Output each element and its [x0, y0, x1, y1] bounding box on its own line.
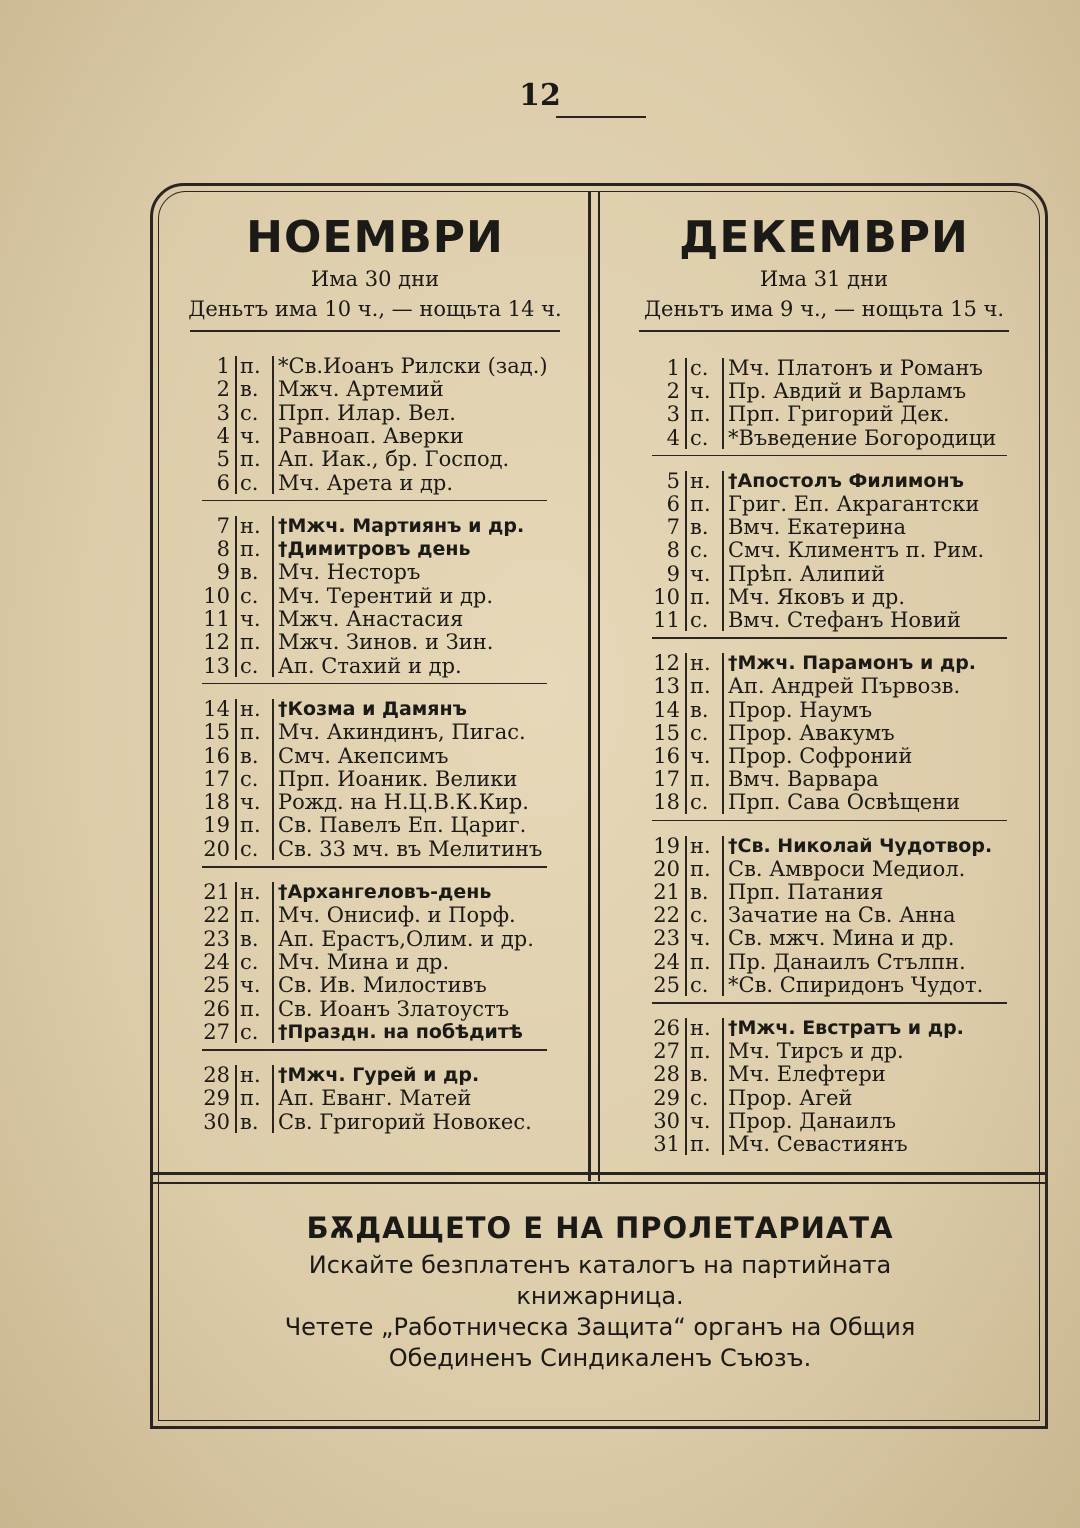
weekday-abbr: п.: [690, 1039, 711, 1064]
page-number: 12: [519, 78, 561, 113]
column-rule: [685, 471, 687, 631]
saint-name: Св. 33 мч. въ Мелитинъ: [278, 836, 543, 861]
day-number: 29: [653, 1085, 680, 1110]
day-row: [202, 607, 547, 631]
day-number: 16: [653, 744, 680, 768]
saint-name: Ап. Ерастъ,Олим. и др.: [278, 926, 534, 951]
day-number: 4: [216, 423, 230, 448]
day-number: 8: [216, 537, 230, 562]
weekday-abbr: с.: [690, 1085, 709, 1110]
day-number: 28: [653, 1062, 680, 1087]
day-row: [202, 950, 547, 974]
day-row: [202, 401, 547, 425]
day-row: [652, 973, 1007, 997]
saint-name: †Праздн. на побѣдитѣ: [278, 1020, 523, 1043]
day-number: 5: [666, 468, 680, 493]
day-number: 20: [203, 836, 230, 861]
saint-name: Прор. Агей: [728, 1085, 853, 1110]
saint-name: Мч. Яковъ и др.: [728, 584, 906, 609]
saint-name: †Св. Николай Чудотвор.: [728, 834, 993, 857]
saint-name: Мжч. Зинов. и Зин.: [278, 630, 494, 655]
saint-name: *Св.Иоанъ Рилски (зад.): [278, 354, 548, 378]
day-number: 11: [653, 608, 680, 632]
day-row: [652, 608, 1007, 632]
weekday-abbr: с.: [240, 1019, 259, 1044]
day-row: [652, 402, 1007, 426]
saint-name: Ап. Иак., бр. Господ.: [278, 447, 510, 472]
column-rule: [235, 882, 237, 1043]
day-number: 31: [653, 1132, 680, 1156]
day-number: 10: [653, 584, 680, 609]
weekday-abbr: в.: [690, 880, 709, 904]
day-number: 10: [203, 583, 230, 608]
day-row: [652, 562, 1007, 586]
day-number: 19: [203, 813, 230, 838]
saint-name: Прор. Авакумъ: [728, 720, 895, 745]
weekday-abbr: с.: [690, 720, 709, 745]
day-row: [202, 720, 547, 744]
weekday-abbr: п.: [240, 537, 261, 562]
weekday-abbr: п.: [690, 949, 711, 974]
day-number: 1: [666, 356, 680, 380]
week-separator: [652, 820, 1007, 822]
saint-name: Св. Иоанъ Златоустъ: [278, 996, 510, 1021]
month-title: НОЕМВРИ: [246, 212, 504, 263]
day-row: [652, 721, 1007, 745]
day-number: 28: [203, 1063, 230, 1088]
day-row: [202, 1063, 547, 1087]
saint-name: Прор. Данаилъ: [728, 1108, 896, 1133]
footer-line: книжарница.: [516, 1282, 684, 1310]
saint-name: Смч. Климентъ п. Рим.: [728, 538, 985, 563]
weekday-abbr: п.: [690, 402, 711, 427]
weekday-abbr: в.: [240, 1109, 259, 1134]
weekday-abbr: в.: [690, 1062, 709, 1087]
column-rule: [722, 653, 724, 813]
weekday-abbr: с.: [240, 836, 259, 861]
column-rule: [272, 699, 274, 860]
day-row: [202, 1020, 547, 1044]
saint-name: *Св. Спиридонъ Чудот.: [728, 972, 984, 997]
weekday-abbr: п.: [690, 584, 711, 609]
week-separator: [652, 1002, 1007, 1004]
day-row: [202, 744, 547, 768]
saint-name: Григ. Еп. Акрагантски: [728, 492, 980, 516]
saint-name: †Мжч. Мартиянъ и др.: [278, 514, 525, 537]
day-row: [652, 585, 1007, 609]
saint-name: Мч. Арета и др.: [278, 470, 454, 495]
saint-name: †Архангеловъ-день: [278, 881, 492, 903]
column-divider: [588, 191, 591, 1181]
day-number: 30: [203, 1109, 230, 1134]
saint-name: Мжч. Артемий: [278, 377, 444, 402]
column-rule: [235, 699, 237, 860]
footer-headline: БѪДАЩЕТО Е НА ПРОЛЕТАРИАТА: [306, 1211, 894, 1245]
day-row: [652, 926, 1007, 950]
day-number: 17: [203, 766, 230, 791]
day-number: 25: [653, 972, 680, 997]
saint-name: Мч. Севастиянъ: [728, 1132, 908, 1156]
month-day-count: Има 30 дни: [310, 267, 440, 291]
column-rule: [722, 836, 724, 996]
weekday-abbr: н.: [690, 1016, 711, 1040]
day-number: 17: [653, 767, 680, 792]
column-rule: [235, 356, 237, 494]
day-number: 24: [653, 949, 680, 974]
day-row: [652, 698, 1007, 722]
day-number: 21: [203, 880, 230, 904]
month-daylight: Деньтъ има 10 ч., — нощьта 14 ч.: [188, 297, 562, 321]
day-number: 14: [203, 696, 230, 721]
day-number: 15: [203, 720, 230, 745]
day-row: [202, 767, 547, 791]
day-number: 25: [203, 973, 230, 998]
day-row: [202, 354, 547, 378]
weekday-abbr: в.: [240, 377, 259, 402]
saint-name: †Мжч. Евстратъ и др.: [728, 1017, 964, 1039]
weekday-abbr: п.: [240, 354, 261, 378]
weekday-abbr: ч.: [690, 379, 711, 404]
weekday-abbr: н.: [240, 513, 261, 538]
saint-name: Пр. Авдий и Варламъ: [728, 379, 967, 404]
week-separator: [202, 1049, 547, 1051]
saint-name: *Въведение Богородици: [728, 425, 997, 450]
weekday-abbr: с.: [690, 356, 709, 380]
saint-name: Прѣп. Алипий: [728, 561, 885, 586]
day-number: 18: [203, 790, 230, 815]
saint-name: †Апостолъ Филимонъ: [728, 469, 964, 492]
weekday-abbr: ч.: [240, 790, 261, 815]
day-row: [202, 537, 547, 561]
weekday-abbr: п.: [240, 813, 261, 838]
day-number: 27: [653, 1039, 680, 1064]
day-number: 6: [666, 492, 680, 516]
weekday-abbr: н.: [240, 1063, 261, 1088]
weekday-abbr: с.: [240, 949, 259, 974]
day-number: 23: [203, 926, 230, 951]
day-number: 7: [666, 515, 680, 540]
saint-name: Св. Ив. Милостивъ: [278, 973, 487, 998]
saint-name: Ап. Еванг. Матей: [278, 1086, 472, 1111]
column-rule: [272, 1065, 274, 1133]
day-row: [202, 880, 547, 904]
day-row: [652, 880, 1007, 904]
column-rule: [685, 1018, 687, 1155]
weekday-abbr: п.: [240, 630, 261, 655]
column-rule: [272, 882, 274, 1043]
weekday-abbr: п.: [690, 767, 711, 792]
saint-name: †Козма и Дамянъ: [278, 697, 467, 720]
weekday-abbr: п.: [240, 447, 261, 472]
day-row: [202, 837, 547, 861]
weekday-abbr: с.: [690, 972, 709, 997]
weekday-abbr: с.: [240, 766, 259, 791]
weekday-abbr: ч.: [240, 423, 261, 448]
weekday-abbr: п.: [240, 720, 261, 745]
footer-line: Искайте безплатенъ каталогъ на партийната: [308, 1251, 892, 1279]
weekday-abbr: п.: [240, 1086, 261, 1111]
day-row: [202, 1110, 547, 1134]
saint-name: Св. Павелъ Еп. Цариг.: [278, 813, 527, 838]
saint-name: †Мжч. Гурей и др.: [278, 1064, 480, 1087]
weekday-abbr: с.: [690, 538, 709, 563]
weekday-abbr: п.: [690, 856, 711, 881]
day-number: 14: [653, 697, 680, 722]
day-row: [202, 560, 547, 584]
weekday-abbr: н.: [240, 880, 261, 904]
day-row: [202, 584, 547, 608]
footer-advert: [160, 1206, 1040, 1374]
day-row: [652, 469, 1007, 493]
saint-name: Пр. Данаилъ Стълпн.: [728, 949, 966, 974]
column-rule: [685, 836, 687, 996]
weekday-abbr: ч.: [690, 744, 711, 768]
day-row: [652, 903, 1007, 927]
week-separator: [202, 500, 547, 502]
saint-name: Вмч. Варвара: [728, 767, 879, 792]
day-row: [202, 377, 547, 401]
weekday-abbr: ч.: [690, 926, 711, 951]
day-number: 22: [653, 903, 680, 928]
day-number: 1: [216, 354, 230, 378]
day-number: 11: [203, 607, 230, 631]
day-row: [202, 927, 547, 951]
day-row: [202, 903, 547, 927]
saint-name: Св. Григорий Новокес.: [278, 1109, 532, 1134]
weekday-abbr: н.: [690, 833, 711, 858]
column-rule: [722, 358, 724, 449]
saint-name: Мч. Елефтери: [728, 1062, 886, 1087]
footer-line: Обединенъ Синдикаленъ Съюзъ.: [388, 1344, 812, 1372]
page-number-underline: [556, 116, 646, 118]
week-separator: [652, 455, 1007, 457]
saint-name: Св. Амвроси Медиол.: [728, 856, 966, 881]
week-separator: [652, 637, 1007, 639]
saint-name: Прор. Наумъ: [728, 697, 873, 722]
day-row: [652, 1086, 1007, 1110]
day-row: [652, 1109, 1007, 1133]
day-number: 30: [653, 1108, 680, 1133]
day-number: 27: [203, 1019, 230, 1044]
day-row: [202, 813, 547, 837]
saint-name: Прп. Григорий Дек.: [728, 402, 950, 427]
column-rule: [722, 471, 724, 631]
day-row: [652, 515, 1007, 539]
column-rule: [235, 516, 237, 677]
day-number: 13: [203, 653, 230, 678]
day-number: 9: [216, 560, 230, 585]
day-row: [652, 674, 1007, 698]
weekday-abbr: в.: [690, 697, 709, 722]
day-number: 3: [216, 400, 230, 425]
day-row: [202, 447, 547, 471]
day-row: [652, 1062, 1007, 1086]
day-number: 21: [653, 880, 680, 904]
day-row: [652, 356, 1007, 380]
day-row: [652, 1039, 1007, 1063]
day-number: 24: [203, 949, 230, 974]
weekday-abbr: с.: [240, 470, 259, 495]
column-rule: [272, 516, 274, 677]
day-number: 8: [666, 538, 680, 563]
saint-name: Мч. Терентий и др.: [278, 583, 494, 608]
day-number: 26: [653, 1016, 680, 1040]
saint-name: Вмч. Екатерина: [728, 515, 906, 540]
day-number: 7: [216, 513, 230, 538]
weekday-abbr: в.: [240, 743, 259, 768]
day-row: [652, 857, 1007, 881]
day-row: [202, 630, 547, 654]
column-divider-inner: [598, 191, 600, 1181]
saint-name: Мч. Тирсъ и др.: [728, 1039, 904, 1064]
day-number: 29: [203, 1086, 230, 1111]
weekday-abbr: п.: [240, 903, 261, 928]
day-number: 6: [216, 470, 230, 495]
day-number: 12: [203, 630, 230, 655]
weekday-abbr: с.: [690, 903, 709, 928]
day-row: [202, 424, 547, 448]
day-number: 18: [653, 790, 680, 815]
day-row: [652, 767, 1007, 791]
column-rule: [685, 653, 687, 813]
week-separator: [202, 683, 547, 685]
weekday-abbr: ч.: [690, 561, 711, 586]
day-number: 9: [666, 561, 680, 586]
month-day-count: Има 31 дни: [759, 267, 889, 291]
day-row: [652, 426, 1007, 450]
weekday-abbr: в.: [240, 560, 259, 585]
saint-name: Прп. Илар. Вел.: [278, 400, 456, 425]
day-number: 2: [666, 379, 680, 404]
day-row: [652, 950, 1007, 974]
day-row: [202, 697, 547, 721]
day-row: [652, 492, 1007, 516]
day-row: [202, 1086, 547, 1110]
month-title: ДЕКЕМВРИ: [679, 212, 969, 263]
weekday-abbr: с.: [240, 653, 259, 678]
day-row: [202, 973, 547, 997]
saint-name: Зачатие на Св. Анна: [728, 903, 956, 928]
saint-name: Ап. Стахий и др.: [278, 653, 462, 678]
saint-name: †Димитровъ день: [278, 538, 471, 561]
saint-name: Прп. Иоаник. Велики: [278, 766, 518, 791]
weekday-abbr: п.: [240, 996, 261, 1021]
weekday-abbr: с.: [240, 583, 259, 608]
column-rule: [685, 358, 687, 449]
day-row: [202, 654, 547, 678]
weekday-abbr: ч.: [690, 1108, 711, 1133]
saint-name: Св. мжч. Мина и др.: [728, 926, 955, 951]
weekday-abbr: ч.: [240, 607, 261, 631]
weekday-abbr: с.: [240, 400, 259, 425]
day-row: [652, 379, 1007, 403]
day-row: [652, 1132, 1007, 1156]
column-rule: [235, 1065, 237, 1133]
weekday-abbr: с.: [690, 425, 709, 450]
day-number: 26: [203, 996, 230, 1021]
weekday-abbr: н.: [690, 651, 711, 676]
day-number: 5: [216, 447, 230, 472]
saint-name: Мч. Мина и др.: [278, 949, 450, 974]
weekday-abbr: п.: [690, 1132, 711, 1156]
day-row: [202, 997, 547, 1021]
day-row: [202, 471, 547, 495]
day-number: 23: [653, 926, 680, 951]
day-row: [652, 538, 1007, 562]
footer-line: Четете „Работническа Защита“ органъ на Общия: [284, 1313, 916, 1341]
day-row: [202, 514, 547, 538]
weekday-abbr: п.: [690, 674, 711, 699]
saint-name: †Мжч. Парамонъ и др.: [728, 652, 977, 675]
day-row: [652, 1016, 1007, 1040]
saint-name: Мч. Несторъ: [278, 560, 421, 585]
day-row: [652, 651, 1007, 675]
day-number: 15: [653, 720, 680, 745]
weekday-abbr: н.: [240, 696, 261, 721]
saint-name: Рожд. на Н.Ц.В.К.Кир.: [278, 790, 529, 815]
weekday-abbr: в.: [240, 926, 259, 951]
month-daylight: Деньтъ има 9 ч., — нощьта 15 ч.: [643, 297, 1005, 321]
weekday-abbr: ч.: [240, 973, 261, 998]
day-number: 22: [203, 903, 230, 928]
day-number: 20: [653, 856, 680, 881]
saint-name: Вмч. Стефанъ Новий: [728, 608, 961, 632]
day-row: [202, 790, 547, 814]
saint-name: Мжч. Анастасия: [278, 607, 464, 631]
saint-name: Мч. Платонъ и Романъ: [728, 356, 983, 380]
day-number: 16: [203, 743, 230, 768]
day-row: [652, 834, 1007, 858]
saint-name: Прп. Сава Освѣщени: [728, 790, 961, 815]
day-number: 19: [653, 833, 680, 858]
saint-name: Мч. Акиндинъ, Пигас.: [278, 720, 526, 745]
saint-name: Прор. Софроний: [728, 744, 913, 768]
day-row: [652, 744, 1007, 768]
column-rule: [722, 1018, 724, 1155]
day-number: 2: [216, 377, 230, 402]
day-row: [652, 790, 1007, 814]
day-number: 3: [666, 402, 680, 427]
weekday-abbr: с.: [690, 790, 709, 815]
weekday-abbr: н.: [690, 468, 711, 493]
saint-name: Ап. Андрей Първозв.: [728, 674, 961, 699]
saint-name: Смч. Акепсимъ: [278, 743, 449, 768]
column-rule: [272, 356, 274, 494]
weekday-abbr: с.: [690, 608, 709, 632]
day-number: 12: [653, 651, 680, 676]
saint-name: Мч. Онисиф. и Порф.: [278, 903, 516, 928]
weekday-abbr: в.: [690, 515, 709, 540]
weekday-abbr: п.: [690, 492, 711, 516]
saint-name: Равноап. Аверки: [278, 423, 464, 448]
day-number: 13: [653, 674, 680, 699]
week-separator: [202, 866, 547, 868]
saint-name: Прп. Патания: [728, 880, 884, 904]
day-number: 4: [666, 425, 680, 450]
